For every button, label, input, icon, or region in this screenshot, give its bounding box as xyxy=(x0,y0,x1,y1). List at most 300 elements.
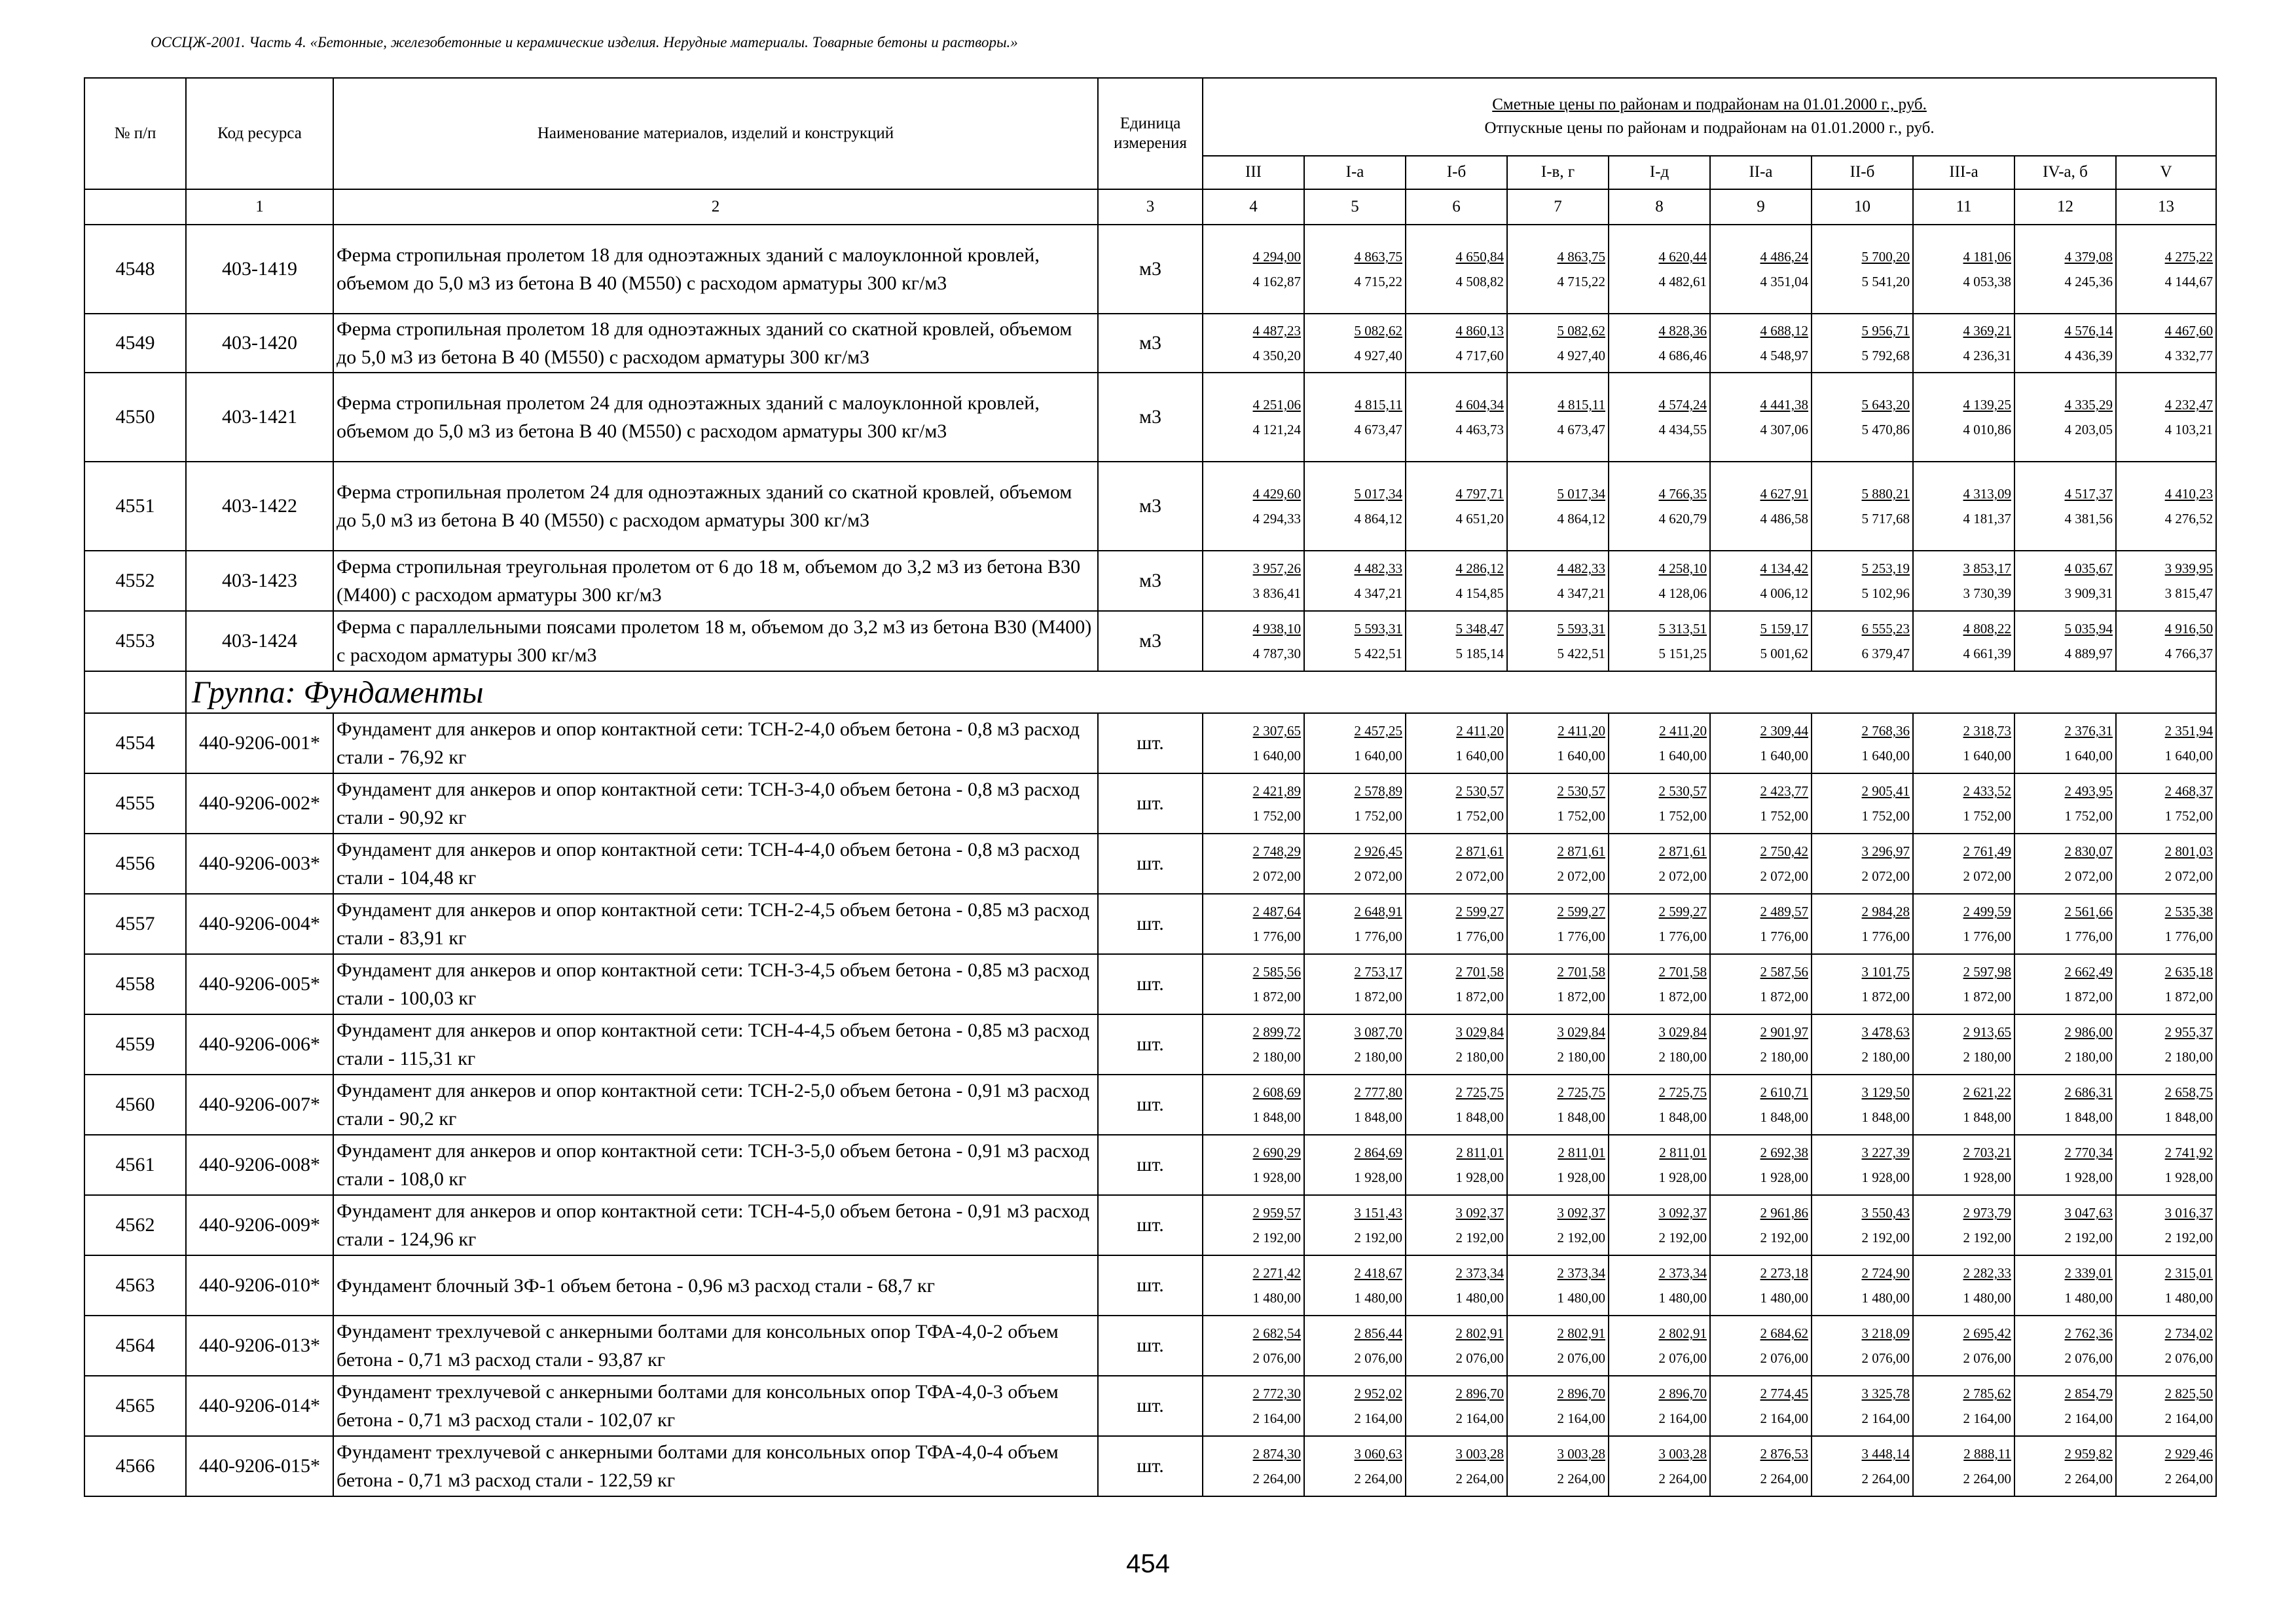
estimate-price: 5 880,21 xyxy=(1861,486,1910,502)
release-price: 4 203,05 xyxy=(2064,422,2113,437)
price-cell xyxy=(2014,1316,2116,1376)
row-number: 4555 xyxy=(84,773,186,834)
estimate-price: 2 701,58 xyxy=(1455,964,1504,980)
row-number: 4550 xyxy=(84,373,186,462)
estimate-price: 4 379,08 xyxy=(2064,249,2113,265)
price-cell xyxy=(1406,611,1507,671)
material-name: Фундамент для анкеров и опор контактной сети: ТСН-3-4,0 объем бетона - 0,8 м3 расход стали - 90,92 кг xyxy=(333,773,1098,834)
estimate-price: 4 688,12 xyxy=(1760,323,1808,339)
resource-code: 403-1423 xyxy=(186,551,333,611)
price-cell xyxy=(2014,314,2116,373)
estimate-price: 2 703,21 xyxy=(1963,1145,2011,1160)
release-price: 1 776,00 xyxy=(1455,929,1504,944)
estimate-price: 3 939,95 xyxy=(2164,561,2214,576)
price-cell xyxy=(1609,314,1710,373)
price-cell xyxy=(1304,1135,1406,1195)
price-cell xyxy=(1203,1436,1304,1496)
estimate-price: 4 576,14 xyxy=(2064,323,2113,339)
column-number: 6 xyxy=(1406,189,1507,225)
column-number-row xyxy=(84,189,2216,225)
estimate-price: 2 777,80 xyxy=(1354,1084,1402,1100)
material-name: Ферма стропильная треугольная пролетом от 6 до 18 м, объемом до 3,2 м3 из бетона В30 (М400) с расходом арматуры 300 кг/м3 xyxy=(333,551,1098,611)
price-cell xyxy=(1609,1376,1710,1436)
release-price: 2 180,00 xyxy=(1760,1049,1808,1065)
release-price: 2 164,00 xyxy=(1557,1411,1605,1426)
estimate-price: 4 369,21 xyxy=(1963,323,2011,339)
estimate-price: 4 035,67 xyxy=(2064,561,2113,576)
release-price: 2 192,00 xyxy=(1861,1230,1910,1246)
estimate-price: 5 593,31 xyxy=(1557,621,1605,637)
price-cell xyxy=(1406,1195,1507,1255)
release-price: 1 928,00 xyxy=(2064,1170,2113,1185)
row-number: 4557 xyxy=(84,894,186,954)
row-number: 4565 xyxy=(84,1376,186,1436)
price-cell xyxy=(1609,611,1710,671)
release-price: 1 640,00 xyxy=(1963,748,2011,764)
release-price: 2 264,00 xyxy=(1658,1471,1707,1486)
price-cell xyxy=(2116,1376,2216,1436)
release-price: 2 164,00 xyxy=(1861,1411,1910,1426)
estimate-price: 4 139,25 xyxy=(1963,397,2011,413)
estimate-price: 4 650,84 xyxy=(1455,249,1504,265)
price-cell xyxy=(2116,1436,2216,1496)
price-cell xyxy=(2014,713,2116,773)
release-price: 3 836,41 xyxy=(1252,585,1301,601)
estimate-price: 2 493,95 xyxy=(2064,783,2113,799)
estimate-price: 2 801,03 xyxy=(2164,843,2214,859)
price-cell xyxy=(1609,894,1710,954)
estimate-price: 2 695,42 xyxy=(1963,1325,2011,1341)
release-price: 1 752,00 xyxy=(1455,808,1504,824)
price-cell xyxy=(1203,1316,1304,1376)
material-name: Фундамент для анкеров и опор контактной сети: ТСН-3-5,0 объем бетона - 0,91 м3 расход стали - 108,0 кг xyxy=(333,1135,1098,1195)
table-row xyxy=(84,894,2216,954)
release-price: 2 164,00 xyxy=(1760,1411,1808,1426)
release-price: 4 053,38 xyxy=(1963,274,2011,289)
price-cell xyxy=(1406,314,1507,373)
release-price: 1 776,00 xyxy=(1963,929,2011,944)
price-cell xyxy=(1406,225,1507,314)
price-cell xyxy=(1203,551,1304,611)
release-price: 1 752,00 xyxy=(1557,808,1605,824)
release-price: 2 076,00 xyxy=(1354,1350,1402,1366)
price-cell xyxy=(1812,773,1913,834)
estimate-price: 2 725,75 xyxy=(1455,1084,1504,1100)
estimate-price: 5 956,71 xyxy=(1861,323,1910,339)
price-cell xyxy=(1507,611,1609,671)
column-number: 2 xyxy=(333,189,1098,225)
price-cell xyxy=(1710,462,1812,551)
release-price: 1 848,00 xyxy=(1963,1109,2011,1125)
table-row xyxy=(84,314,2216,373)
estimate-price: 2 530,57 xyxy=(1455,783,1504,799)
estimate-price: 2 373,34 xyxy=(1557,1265,1605,1281)
price-cell xyxy=(1304,1376,1406,1436)
release-price: 2 264,00 xyxy=(1963,1471,2011,1486)
document-header: ОССЦЖ-2001. Часть 4. «Бетонные, железобетонные и керамические изделия. Нерудные материалы. Товарные бетоны и растворы.» xyxy=(151,34,1018,50)
table-row xyxy=(84,551,2216,611)
estimate-price: 4 441,38 xyxy=(1760,397,1808,413)
estimate-price: 4 938,10 xyxy=(1252,621,1301,637)
price-cell xyxy=(1507,551,1609,611)
price-cell xyxy=(1507,954,1609,1014)
unit-of-measure: шт. xyxy=(1098,1195,1203,1255)
release-price: 2 180,00 xyxy=(1963,1049,2011,1065)
price-cell xyxy=(1304,713,1406,773)
material-name: Фундамент блочный ЗФ-1 объем бетона - 0,96 м3 расход стали - 68,7 кг xyxy=(333,1255,1098,1316)
price-cell xyxy=(1913,1255,2014,1316)
release-price: 1 848,00 xyxy=(1861,1109,1910,1125)
release-price: 4 307,06 xyxy=(1760,422,1808,437)
estimate-price: 2 871,61 xyxy=(1658,843,1707,859)
price-cell xyxy=(1203,1014,1304,1075)
column-number: 10 xyxy=(1812,189,1913,225)
price-cell xyxy=(1507,1195,1609,1255)
price-cell xyxy=(2116,551,2216,611)
row-number: 4553 xyxy=(84,611,186,671)
release-price: 2 180,00 xyxy=(1861,1049,1910,1065)
estimate-price: 2 830,07 xyxy=(2064,843,2113,859)
release-price: 2 180,00 xyxy=(1557,1049,1605,1065)
table-row xyxy=(84,1376,2216,1436)
price-cell xyxy=(2116,1014,2216,1075)
region-header: III xyxy=(1203,156,1304,189)
price-cell xyxy=(1203,1255,1304,1316)
release-price: 1 776,00 xyxy=(1557,929,1605,944)
estimate-price: 3 448,14 xyxy=(1861,1446,1910,1462)
estimate-price: 2 599,27 xyxy=(1658,904,1707,919)
region-header: I-б xyxy=(1406,156,1507,189)
column-number: 12 xyxy=(2014,189,2116,225)
estimate-price: 4 294,00 xyxy=(1252,249,1301,265)
col-header-code: Код ресурса xyxy=(186,78,333,189)
price-cell xyxy=(2116,834,2216,894)
price-cell xyxy=(1913,551,2014,611)
release-price: 4 162,87 xyxy=(1252,274,1301,289)
estimate-price: 4 181,06 xyxy=(1963,249,2011,265)
estimate-price: 2 888,11 xyxy=(1963,1446,2011,1462)
estimate-price: 2 599,27 xyxy=(1455,904,1504,919)
material-name: Ферма стропильная пролетом 18 для одноэтажных зданий с малоуклонной кровлей, объемом до 5,0 м3 из бетона В 40 (М550) с расходом арматуры 300 кг/м3 xyxy=(333,225,1098,314)
unit-of-measure: м3 xyxy=(1098,225,1203,314)
price-cell xyxy=(1913,894,2014,954)
price-cell xyxy=(1507,373,1609,462)
estimate-price: 2 411,20 xyxy=(1659,723,1707,739)
price-cell xyxy=(1710,1195,1812,1255)
release-price: 4 486,58 xyxy=(1760,511,1808,526)
estimate-price: 3 151,43 xyxy=(1354,1205,1402,1221)
release-price: 1 776,00 xyxy=(1354,929,1402,944)
price-cell xyxy=(2014,462,2116,551)
release-price: 1 928,00 xyxy=(1963,1170,2011,1185)
unit-of-measure: шт. xyxy=(1098,773,1203,834)
release-price: 1 928,00 xyxy=(1455,1170,1504,1185)
estimate-price: 2 768,36 xyxy=(1861,723,1910,739)
estimate-price: 4 828,36 xyxy=(1658,323,1707,339)
table-row xyxy=(84,225,2216,314)
unit-of-measure: м3 xyxy=(1098,373,1203,462)
price-cell xyxy=(1913,611,2014,671)
estimate-price: 2 770,34 xyxy=(2064,1145,2113,1160)
release-price: 4 332,77 xyxy=(2164,348,2214,363)
price-cell xyxy=(2014,611,2116,671)
release-price: 2 180,00 xyxy=(1455,1049,1504,1065)
estimate-price: 3 047,63 xyxy=(2064,1205,2113,1221)
release-price: 2 076,00 xyxy=(1963,1350,2011,1366)
column-number: 4 xyxy=(1203,189,1304,225)
price-cell xyxy=(1609,1436,1710,1496)
release-price: 1 776,00 xyxy=(2164,929,2214,944)
table-row xyxy=(84,954,2216,1014)
release-price: 4 927,40 xyxy=(1354,348,1402,363)
col-header-name: Наименование материалов, изделий и конструкций xyxy=(333,78,1098,189)
material-name: Фундамент для анкеров и опор контактной сети: ТСН-2-4,5 объем бетона - 0,85 м3 расход стали - 83,91 кг xyxy=(333,894,1098,954)
price-cell xyxy=(1304,1316,1406,1376)
estimate-price: 4 808,22 xyxy=(1963,621,2011,637)
estimate-price: 3 060,63 xyxy=(1354,1446,1402,1462)
release-price: 2 192,00 xyxy=(1658,1230,1707,1246)
unit-of-measure: шт. xyxy=(1098,1014,1203,1075)
release-price: 4 889,97 xyxy=(2064,646,2113,661)
estimate-price: 2 876,53 xyxy=(1760,1446,1808,1462)
release-price: 4 508,82 xyxy=(1455,274,1504,289)
release-price: 2 264,00 xyxy=(2064,1471,2113,1486)
estimate-price: 2 741,92 xyxy=(2164,1145,2214,1160)
release-price: 2 076,00 xyxy=(1252,1350,1301,1366)
resource-code: 403-1419 xyxy=(186,225,333,314)
estimate-price: 2 854,79 xyxy=(2064,1386,2113,1401)
column-number: 8 xyxy=(1609,189,1710,225)
release-price: 1 640,00 xyxy=(2064,748,2113,764)
resource-code: 403-1424 xyxy=(186,611,333,671)
release-price: 1 480,00 xyxy=(1455,1290,1504,1306)
price-cell xyxy=(1406,773,1507,834)
price-cell xyxy=(1609,225,1710,314)
price-cell xyxy=(2014,954,2116,1014)
col-header-unit: Единица измерения xyxy=(1098,78,1203,189)
price-cell xyxy=(1812,611,1913,671)
release-price: 2 076,00 xyxy=(1658,1350,1707,1366)
release-price: 2 164,00 xyxy=(1354,1411,1402,1426)
release-price: 4 927,40 xyxy=(1557,348,1605,363)
price-cell xyxy=(1710,773,1812,834)
estimate-price: 3 101,75 xyxy=(1861,964,1910,980)
price-cell xyxy=(1304,834,1406,894)
release-price: 2 164,00 xyxy=(1252,1411,1301,1426)
estimate-price: 2 761,49 xyxy=(1963,843,2011,859)
estimate-price: 4 517,37 xyxy=(2064,486,2113,502)
release-price: 2 192,00 xyxy=(1252,1230,1301,1246)
estimate-price: 2 421,89 xyxy=(1252,783,1301,799)
estimate-price: 3 325,78 xyxy=(1861,1386,1910,1401)
release-price: 1 480,00 xyxy=(2064,1290,2113,1306)
estimate-price: 3 296,97 xyxy=(1861,843,1910,859)
estimate-price: 4 620,44 xyxy=(1658,249,1707,265)
price-cell xyxy=(2116,1316,2216,1376)
table-row xyxy=(84,1255,2216,1316)
release-price: 1 640,00 xyxy=(1252,748,1301,764)
estimate-price: 3 227,39 xyxy=(1861,1145,1910,1160)
estimate-price: 2 785,62 xyxy=(1963,1386,2011,1401)
material-name: Фундамент для анкеров и опор контактной сети: ТСН-4-4,5 объем бетона - 0,85 м3 расход стали - 115,31 кг xyxy=(333,1014,1098,1075)
price-cell xyxy=(1609,1316,1710,1376)
release-price: 1 640,00 xyxy=(1861,748,1910,764)
release-price: 2 180,00 xyxy=(1354,1049,1402,1065)
price-cell xyxy=(1406,1135,1507,1195)
price-cell xyxy=(2014,1135,2116,1195)
estimate-price: 4 467,60 xyxy=(2164,323,2214,339)
estimate-price: 4 313,09 xyxy=(1963,486,2011,502)
table-row xyxy=(84,462,2216,551)
column-number: 3 xyxy=(1098,189,1203,225)
material-name: Фундамент для анкеров и опор контактной сети: ТСН-4-5,0 объем бетона - 0,91 м3 расход стали - 124,96 кг xyxy=(333,1195,1098,1255)
region-header: III-а xyxy=(1913,156,2014,189)
price-cell xyxy=(1304,462,1406,551)
release-price: 2 164,00 xyxy=(1658,1411,1707,1426)
estimate-price: 2 905,41 xyxy=(1861,783,1910,799)
price-cell xyxy=(1710,611,1812,671)
price-cell xyxy=(2014,1075,2116,1135)
release-price: 1 752,00 xyxy=(1354,808,1402,824)
estimate-price: 3 029,84 xyxy=(1557,1024,1605,1040)
release-price: 2 192,00 xyxy=(1354,1230,1402,1246)
group-row xyxy=(84,671,2216,713)
estimate-price: 2 621,22 xyxy=(1963,1084,2011,1100)
price-cell xyxy=(1304,611,1406,671)
release-price: 4 351,04 xyxy=(1760,274,1808,289)
price-cell xyxy=(1609,1014,1710,1075)
release-price: 4 128,06 xyxy=(1658,585,1707,601)
unit-of-measure: шт. xyxy=(1098,954,1203,1014)
material-name: Фундамент трехлучевой с анкерными болтами для консольных опор ТФА-4,0-3 объем бетона - 0,71 м3 расход стали - 102,07 кг xyxy=(333,1376,1098,1436)
release-price: 2 076,00 xyxy=(1557,1350,1605,1366)
price-cell xyxy=(1710,894,1812,954)
price-cell xyxy=(1203,373,1304,462)
release-price: 4 864,12 xyxy=(1557,511,1605,526)
price-cell xyxy=(1812,713,1913,773)
price-cell xyxy=(1913,1135,2014,1195)
estimate-price: 2 587,56 xyxy=(1760,964,1808,980)
release-price: 5 001,62 xyxy=(1760,646,1808,661)
estimate-price: 2 961,86 xyxy=(1760,1205,1808,1221)
estimate-price: 2 686,31 xyxy=(2064,1084,2113,1100)
estimate-price: 2 610,71 xyxy=(1760,1084,1808,1100)
price-cell xyxy=(1609,373,1710,462)
col-header-prices xyxy=(1203,78,2216,156)
release-price: 2 072,00 xyxy=(1557,868,1605,884)
release-price: 2 076,00 xyxy=(2064,1350,2113,1366)
estimate-price: 3 029,84 xyxy=(1455,1024,1504,1040)
unit-of-measure: шт. xyxy=(1098,1376,1203,1436)
price-cell xyxy=(1304,1075,1406,1135)
release-price: 1 928,00 xyxy=(1760,1170,1808,1185)
estimate-price: 4 232,47 xyxy=(2164,397,2214,413)
price-cell xyxy=(1406,1376,1507,1436)
unit-of-measure: шт. xyxy=(1098,1075,1203,1135)
release-price: 2 164,00 xyxy=(2164,1411,2214,1426)
release-price: 4 686,46 xyxy=(1658,348,1707,363)
price-cell xyxy=(1203,1135,1304,1195)
resource-code: 440-9206-001* xyxy=(186,713,333,773)
release-price: 2 264,00 xyxy=(1252,1471,1301,1486)
release-price: 1 928,00 xyxy=(1354,1170,1402,1185)
unit-of-measure: шт. xyxy=(1098,1255,1203,1316)
price-cell xyxy=(1406,1014,1507,1075)
estimate-price: 5 017,34 xyxy=(1354,486,1402,502)
estimate-price: 2 309,44 xyxy=(1760,723,1808,739)
release-price: 1 480,00 xyxy=(1963,1290,2011,1306)
estimate-price: 2 376,31 xyxy=(2064,723,2113,739)
price-cell xyxy=(1913,834,2014,894)
release-price: 1 752,00 xyxy=(1658,808,1707,824)
estimate-price: 5 313,51 xyxy=(1658,621,1707,637)
resource-code: 440-9206-008* xyxy=(186,1135,333,1195)
release-price: 1 848,00 xyxy=(1252,1109,1301,1125)
group-title: Группа: Фундаменты xyxy=(186,671,2216,713)
release-price: 2 076,00 xyxy=(2164,1350,2214,1366)
release-price: 2 192,00 xyxy=(1557,1230,1605,1246)
price-cell xyxy=(1507,1316,1609,1376)
resource-code: 440-9206-006* xyxy=(186,1014,333,1075)
release-price: 1 776,00 xyxy=(1658,929,1707,944)
region-header: I-в, г xyxy=(1507,156,1609,189)
estimate-price: 2 725,75 xyxy=(1557,1084,1605,1100)
release-price: 2 072,00 xyxy=(1354,868,1402,884)
estimate-price: 2 351,94 xyxy=(2164,723,2214,739)
estimate-price: 5 593,31 xyxy=(1354,621,1402,637)
estimate-price: 4 860,13 xyxy=(1455,323,1504,339)
price-cell xyxy=(1609,551,1710,611)
release-price: 6 379,47 xyxy=(1861,646,1910,661)
estimate-price: 4 916,50 xyxy=(2164,621,2214,637)
estimate-price: 2 433,52 xyxy=(1963,783,2011,799)
estimate-price: 6 555,23 xyxy=(1861,621,1910,637)
estimate-price: 2 608,69 xyxy=(1252,1084,1301,1100)
estimate-price: 4 482,33 xyxy=(1557,561,1605,576)
estimate-price: 4 766,35 xyxy=(1658,486,1707,502)
estimate-price: 2 684,62 xyxy=(1760,1325,1808,1341)
unit-of-measure: м3 xyxy=(1098,551,1203,611)
table-row xyxy=(84,834,2216,894)
price-cell xyxy=(2014,225,2116,314)
release-price: 2 192,00 xyxy=(1760,1230,1808,1246)
release-price: 4 121,24 xyxy=(1252,422,1301,437)
price-cell xyxy=(1609,834,1710,894)
column-number-empty xyxy=(84,189,186,225)
price-cell xyxy=(1710,373,1812,462)
price-cell xyxy=(2116,225,2216,314)
price-cell xyxy=(1710,225,1812,314)
row-number: 4566 xyxy=(84,1436,186,1496)
estimate-price: 2 423,77 xyxy=(1760,783,1808,799)
release-price: 1 752,00 xyxy=(1963,808,2011,824)
release-price: 1 776,00 xyxy=(1760,929,1808,944)
price-cell xyxy=(1406,954,1507,1014)
release-price: 1 848,00 xyxy=(1658,1109,1707,1125)
region-header: I-а xyxy=(1304,156,1406,189)
estimate-price: 2 734,02 xyxy=(2164,1325,2214,1341)
column-number: 7 xyxy=(1507,189,1609,225)
estimate-price: 3 129,50 xyxy=(1861,1084,1910,1100)
release-price: 5 792,68 xyxy=(1861,348,1910,363)
estimate-price: 2 913,65 xyxy=(1963,1024,2011,1040)
price-cell xyxy=(1406,462,1507,551)
price-cell xyxy=(1609,954,1710,1014)
price-cell xyxy=(1812,1436,1913,1496)
resource-code: 440-9206-007* xyxy=(186,1075,333,1135)
release-price: 5 422,51 xyxy=(1557,646,1605,661)
release-price: 4 548,97 xyxy=(1760,348,1808,363)
